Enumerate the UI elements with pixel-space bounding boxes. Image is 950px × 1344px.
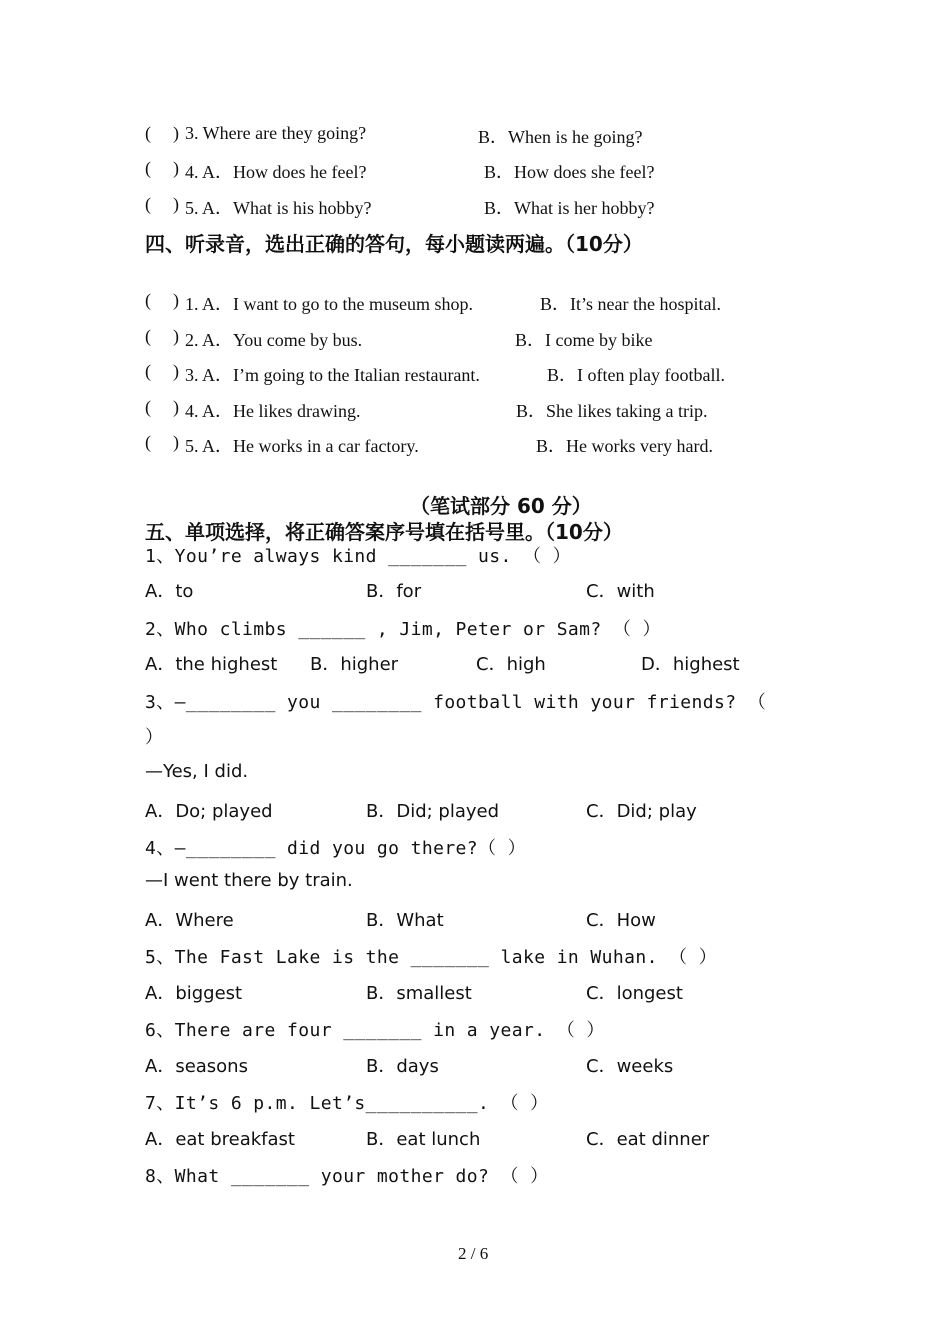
question-7: 7、It’s 6 p.m. Let’s__________. （ ）: [145, 1093, 549, 1114]
paren-close: ): [173, 194, 179, 214]
question-2: 2、Who climbs ______ , Jim, Peter or Sam? （ ）: [145, 619, 661, 640]
option-b: B．What is her hobby?: [484, 198, 655, 218]
option-a: A．the highest: [145, 654, 278, 675]
option-b: B．smallest: [366, 983, 472, 1004]
option-d: D．highest: [641, 654, 740, 675]
option-a: A．seasons: [145, 1056, 248, 1077]
question-5: 5、The Fast Lake is the _______ lake in Wuhan. （ ）: [145, 947, 718, 968]
option-a: 2. A．You come by bus.: [185, 330, 363, 350]
section5-title: 五、单项选择，将正确答案序号填在括号里。（10分）: [145, 520, 623, 544]
question-4: 4、—________ did you go there?（ ）: [145, 838, 527, 859]
option-b: B．higher: [310, 654, 399, 675]
paren-open: (: [145, 290, 151, 310]
paren-close: ): [173, 361, 179, 381]
page-number: 2 / 6: [458, 1244, 489, 1263]
question-6: 6、There are four _______ in a year. （ ）: [145, 1020, 605, 1041]
option-a: 4. A．He likes drawing.: [185, 401, 361, 421]
paren-open: (: [145, 326, 151, 346]
option-b: B．for: [366, 581, 422, 602]
option-a: 4. A．How does he feel?: [185, 162, 367, 182]
question-3-reply: —Yes, I did.: [145, 761, 249, 782]
question-1: 1、You’re always kind _______ us. （ ）: [145, 546, 572, 567]
option-a: 1. A．I want to go to the museum shop.: [185, 294, 473, 314]
paren-open: (: [145, 432, 151, 452]
option-c: C．eat dinner: [586, 1129, 710, 1150]
option-b: B．It’s near the hospital.: [540, 294, 721, 314]
question-3-paren: ）: [145, 727, 164, 748]
option-c: C．How: [586, 910, 656, 931]
option-c: C．with: [586, 581, 655, 602]
paren-close: ): [173, 123, 179, 143]
option-a: A．Where: [145, 910, 234, 931]
paren-open: (: [145, 158, 151, 178]
option-b: B．He works very hard.: [536, 436, 713, 456]
option-a: 3. Where are they going?: [185, 123, 367, 143]
paren-close: ): [173, 432, 179, 452]
written-part-title: （笔试部分 60 分）: [410, 494, 592, 518]
option-a: A．eat breakfast: [145, 1129, 295, 1150]
option-b: B．I often play football.: [547, 365, 725, 385]
option-b: B．When is he going?: [478, 127, 643, 147]
paren-open: (: [145, 361, 151, 381]
option-c: C．weeks: [586, 1056, 674, 1077]
question-3: 3、—________ you ________ football with your friends? （: [145, 692, 767, 713]
option-c: C．longest: [586, 983, 683, 1004]
option-b: B．I come by bike: [515, 330, 653, 350]
option-a: 5. A．He works in a car factory.: [185, 436, 419, 456]
option-c: C．high: [476, 654, 546, 675]
paren-close: ): [173, 290, 179, 310]
paren-close: ): [173, 397, 179, 417]
section4-title: 四、听录音，选出正确的答句，每小题读两遍。（10分）: [145, 232, 643, 256]
paren-close: ): [173, 326, 179, 346]
paren-open: (: [145, 194, 151, 214]
option-a: 3. A．I’m going to the Italian restaurant.: [185, 365, 480, 385]
question-8: 8、What _______ your mother do? （ ）: [145, 1166, 549, 1187]
option-c: C．Did; play: [586, 801, 697, 822]
option-b: B．How does she feel?: [484, 162, 655, 182]
paren-open: (: [145, 123, 151, 143]
option-b: B．She likes taking a trip.: [516, 401, 708, 421]
question-4-reply: —I went there by train.: [145, 870, 353, 891]
option-a: A．biggest: [145, 983, 243, 1004]
option-b: B．eat lunch: [366, 1129, 481, 1150]
option-b: B．Did; played: [366, 801, 500, 822]
option-b: B．days: [366, 1056, 439, 1077]
paren-open: (: [145, 397, 151, 417]
paren-close: ): [173, 158, 179, 178]
option-a: A．to: [145, 581, 194, 602]
option-b: B．What: [366, 910, 444, 931]
option-a: 5. A．What is his hobby?: [185, 198, 372, 218]
option-a: A．Do; played: [145, 801, 273, 822]
